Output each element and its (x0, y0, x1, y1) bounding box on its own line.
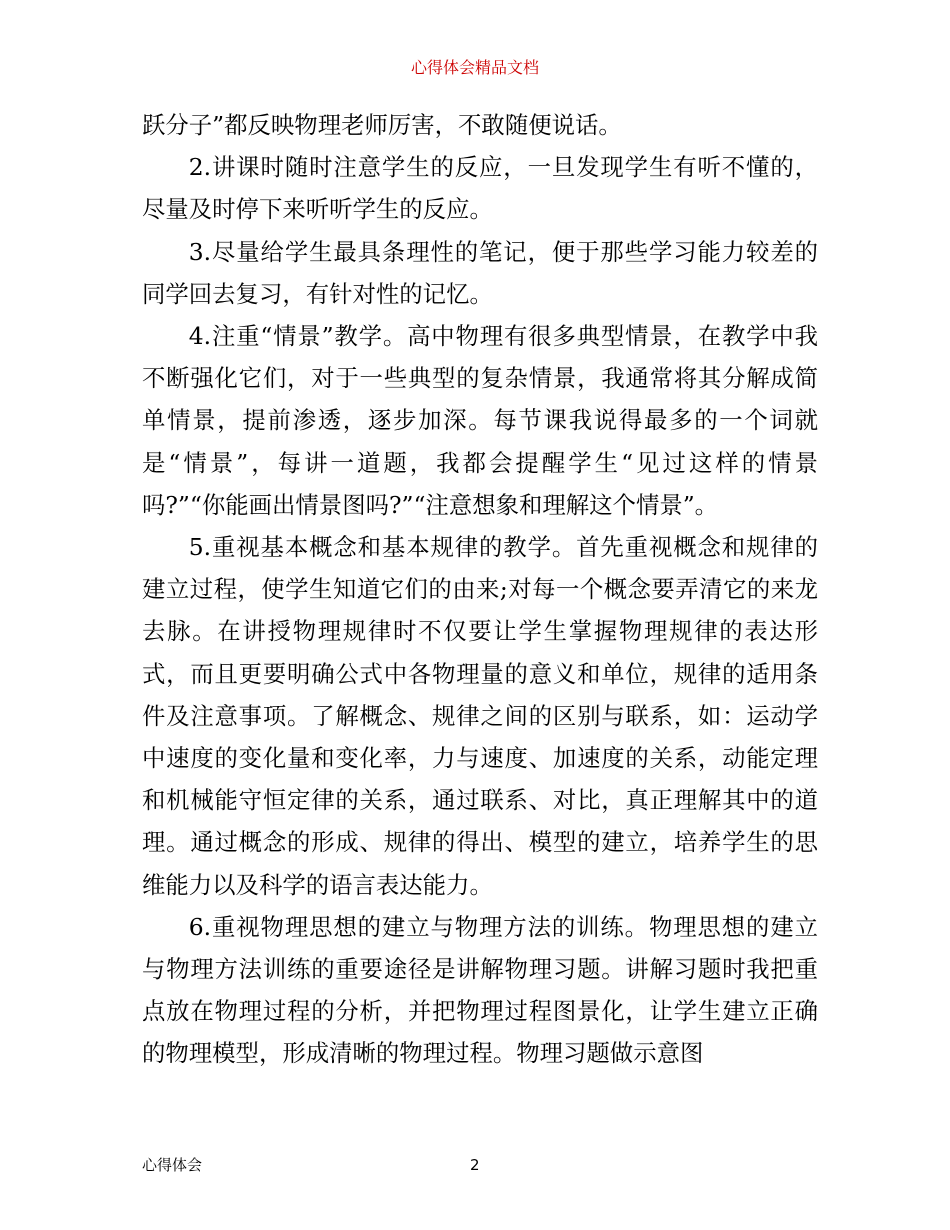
document-body (142, 104, 818, 1075)
header-title: 心得体会精品文档 (410, 58, 539, 77)
paragraph-item-2: 2.讲课时随时注意学生的反应，一旦发现学生有听不懂的，尽量及时停下来听听学生的反应。 (142, 153, 818, 224)
page-number: 2 (470, 1156, 480, 1174)
paragraph-continuation: 跃分子”都反映物理老师厉害，不敢随便说话。 (142, 111, 622, 139)
paragraph-item-6: 6.重视物理思想的建立与物理方法的训练。物理思想的建立与物理方法训练的重要途径是讲解物理习题。讲解习题时我把重点放在物理过程的分析，并把物理过程图景化，让学生建立正确的物理模型，形成清晰的物理过程。物理习题做示意图 (142, 912, 818, 1068)
paragraph-item-3: 3.尽量给学生最具条理性的笔记，便于那些学习能力较差的同学回去复习，有针对性的记忆。 (142, 237, 818, 308)
footer-label: 心得体会 (142, 1156, 203, 1174)
paragraph-item-5: 5.重视基本概念和基本规律的教学。首先重视概念和规律的建立过程，使学生知道它们的由来;对每一个概念要弄清它的来龙去脉。在讲授物理规律时不仅要让学生掌握物理规律的表达形式，而且更要明确公式中各物理量的意义和单位，规律的适用条件及注意事项。了解概念、规律之间的区别与联系，如：运动学中速度的变化量和变化率，力与速度、加速度的关系，动能定理和机械能守恒定律的关系，通过联系、对比，真正理解其中的道理。通过概念的形成、规律的得出、模型的建立，培养学生的思维能力以及科学的语言表达能力。 (142, 533, 818, 899)
paragraph-item-4: 4.注重“情景”教学。高中物理有很多典型情景，在教学中我不断强化它们，对于一些典型的复杂情景，我通常将其分解成简单情景，提前渗透，逐步加深。每节课我说得最多的一个词就是“情景”，每讲一道题，我都会提醒学生“见过这样的情景吗?”“你能画出情景图吗?”“注意想象和理解这个情景”。 (142, 322, 818, 519)
